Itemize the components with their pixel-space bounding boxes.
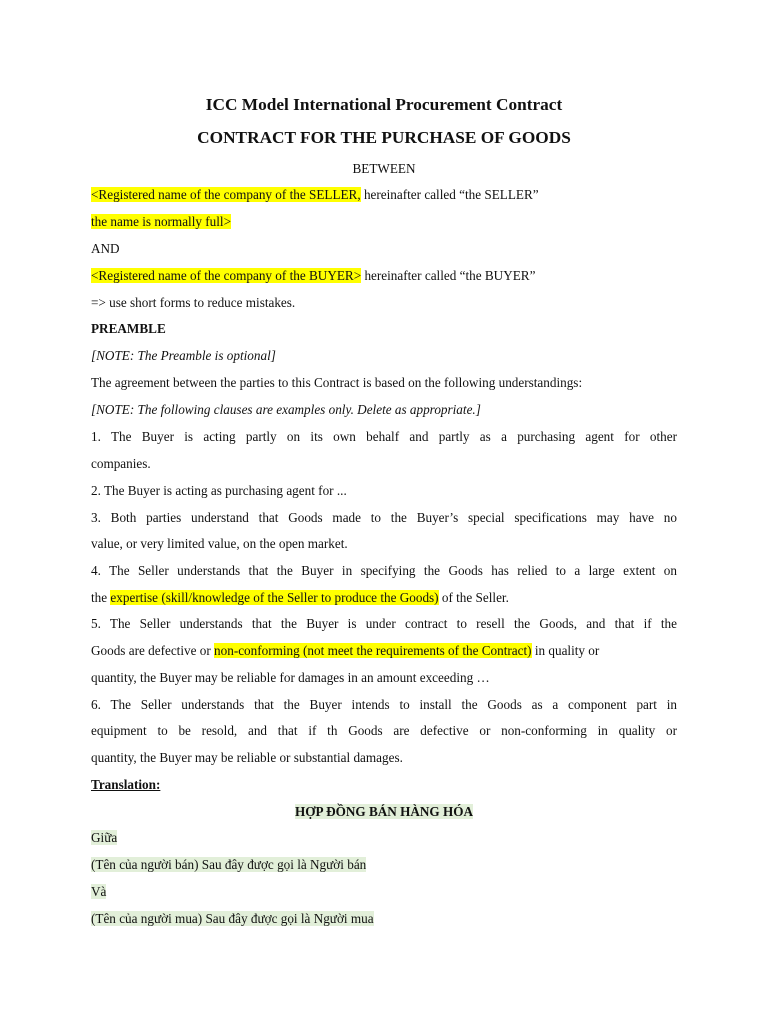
vn-buyer-line [91, 910, 677, 928]
seller-note-line [91, 213, 677, 231]
buyer-line [91, 267, 677, 285]
vn-and: Và [91, 884, 107, 899]
clause-4-highlight: expertise (skill/knowledge of the Seller to produce the Goods) [110, 590, 439, 605]
clause-4-line-2 [91, 589, 677, 607]
clause-1-line-2: companies. [91, 456, 151, 471]
document-title: ICC Model International Procurement Contract [205, 95, 563, 114]
preamble-heading: PREAMBLE [91, 321, 166, 336]
translation-heading: Translation: [91, 777, 161, 792]
clause-5-line-2 [91, 642, 677, 660]
vn-between-line [91, 829, 677, 847]
vn-seller-line [91, 856, 677, 874]
between-label: BETWEEN [352, 161, 416, 176]
clause-5-pre: Goods are defective or [91, 643, 215, 658]
document-subtitle: CONTRACT FOR THE PURCHASE OF GOODS [197, 128, 571, 147]
clause-5-post: in quality or [531, 643, 600, 658]
vn-title-line [91, 803, 677, 821]
vn-and-line [91, 883, 677, 901]
seller-name-note: the name is normally full> [91, 214, 232, 229]
short-forms-note: => use short forms to reduce mistakes. [91, 295, 296, 310]
clause-4-post: of the Seller. [438, 590, 509, 605]
clause-1-line-1: 1. The Buyer is acting partly on its own behalf and partly as a purchasing agent for other [91, 429, 677, 444]
clause-4-line-1: 4. The Seller understands that the Buyer in specifying the Goods has relied to a large extent on [91, 563, 677, 578]
seller-called-text: hereinafter called “the SELLER” [360, 187, 539, 202]
vn-between: Giữa [91, 830, 118, 845]
clause-6-line-2: equipment to be resold, and that if th Goods are defective or non-conforming in quality or [91, 723, 677, 738]
vn-seller: (Tên của người bán) Sau đây được gọi là Người bán [91, 857, 367, 872]
clause-5-highlight: non-conforming (not meet the requirements of the Contract) [214, 643, 532, 658]
clauses-note: [NOTE: The following clauses are examples only. Delete as appropriate.] [91, 402, 481, 417]
buyer-name-highlight: <Registered name of the company of the BUYER> [91, 268, 362, 283]
and-label: AND [91, 241, 120, 256]
agreement-text: The agreement between the parties to this Contract is based on the following understandings: [91, 375, 583, 390]
buyer-called-text: hereinafter called “the BUYER” [361, 268, 536, 283]
clause-3-line-1: 3. Both parties understand that Goods made to the Buyer’s special specifications may have no [91, 510, 677, 525]
clause-5-line-3: quantity, the Buyer may be reliable for damages in an amount exceeding … [91, 670, 490, 685]
clause-2: 2. The Buyer is acting as purchasing agent for ... [91, 483, 347, 498]
clause-5-line-1: 5. The Seller understands that the Buyer is under contract to resell the Goods, and that if the [91, 616, 677, 631]
clause-3-line-2: value, or very limited value, on the open market. [91, 536, 348, 551]
clause-6-line-3: quantity, the Buyer may be reliable or substantial damages. [91, 750, 403, 765]
clause-4-pre: the [91, 590, 111, 605]
preamble-note: [NOTE: The Preamble is optional] [91, 348, 276, 363]
seller-line [91, 186, 677, 204]
clause-6-line-1: 6. The Seller understands that the Buyer intends to install the Goods as a component part in [91, 697, 677, 712]
vn-buyer: (Tên của người mua) Sau đây được gọi là Người mua [91, 911, 374, 926]
vn-title: HỢP ĐỒNG BÁN HÀNG HÓA [294, 804, 474, 819]
seller-name-highlight: <Registered name of the company of the SELLER, [91, 187, 361, 202]
